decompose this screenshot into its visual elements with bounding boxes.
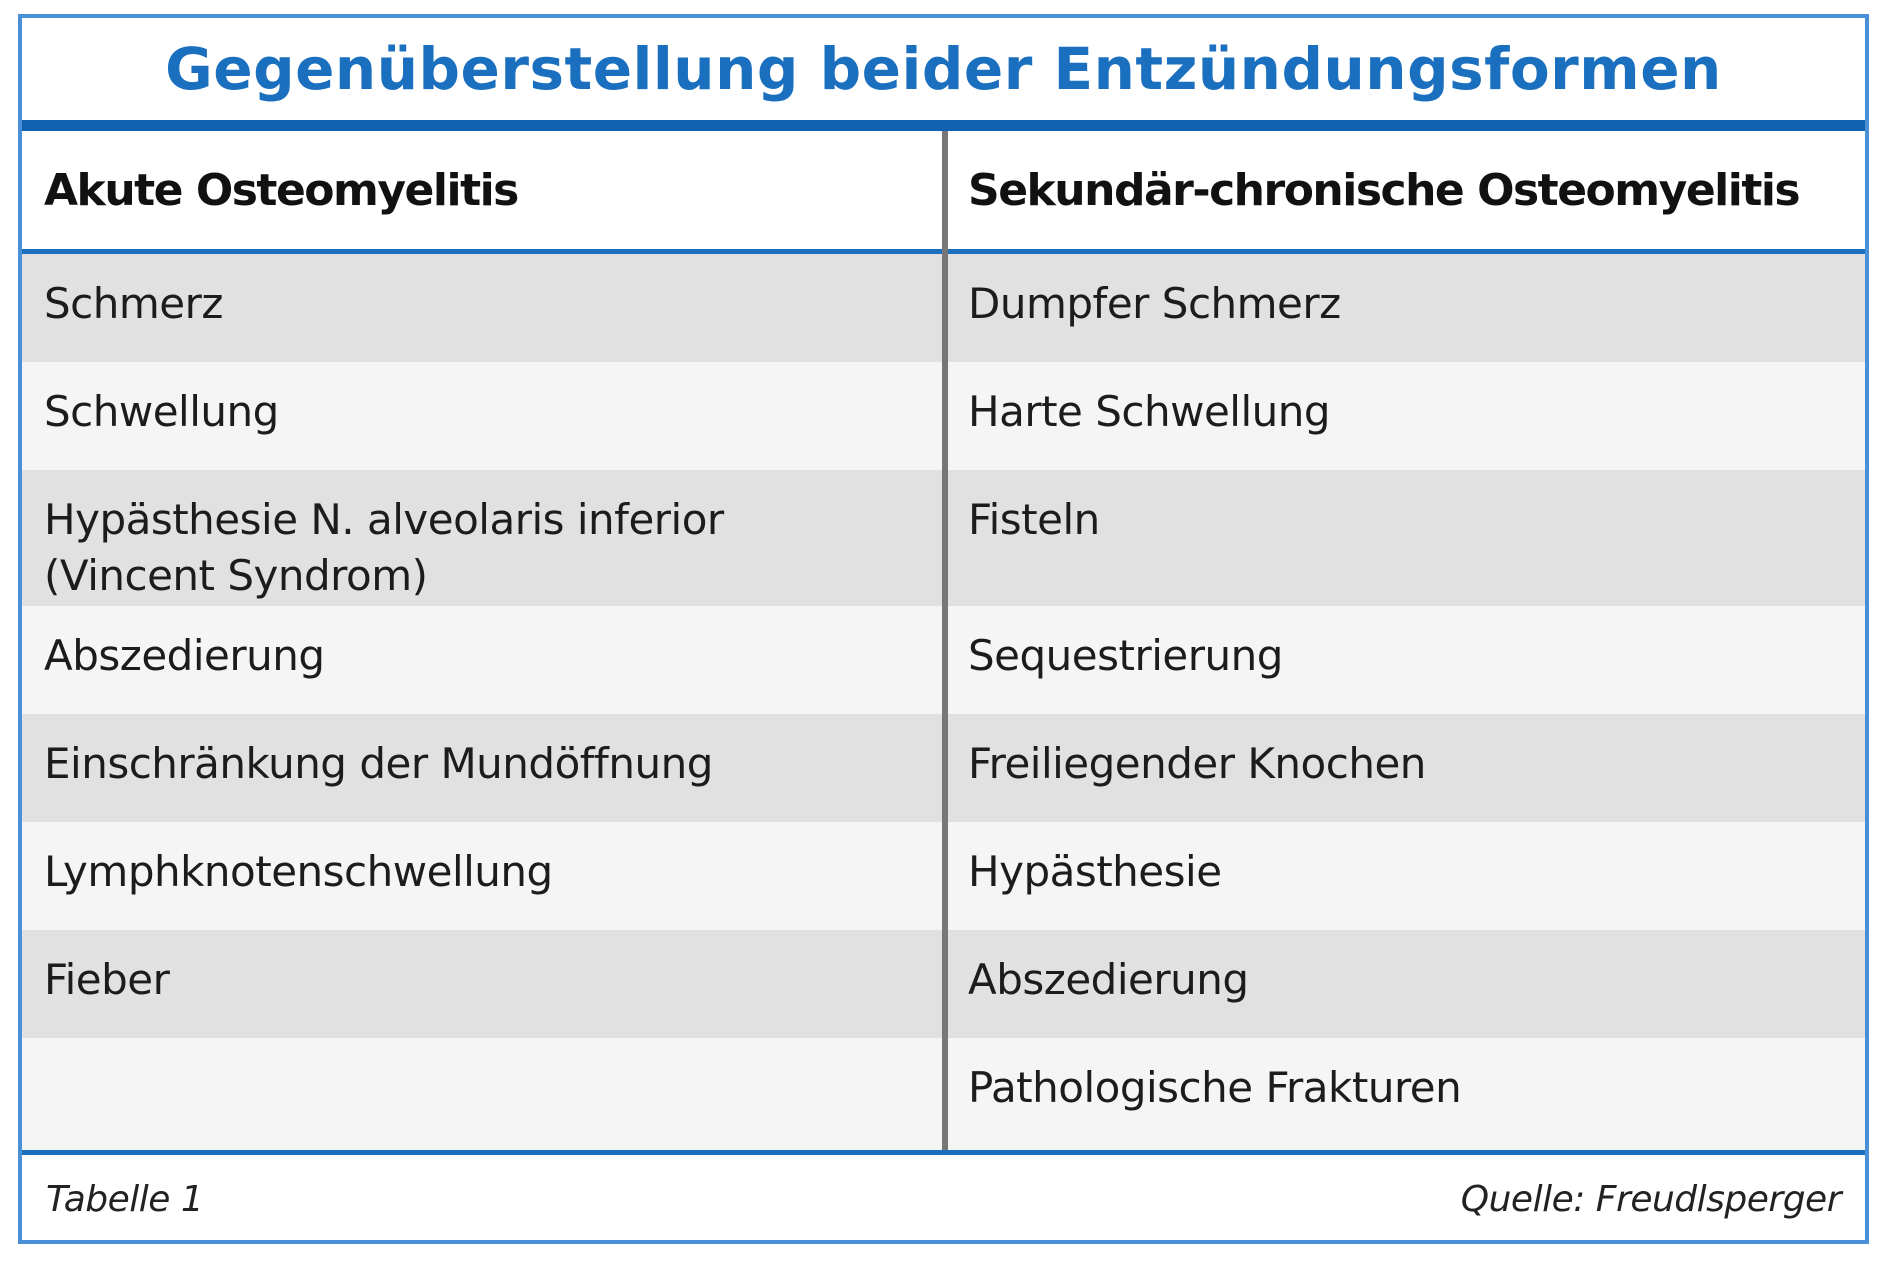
cell-chronic: Fisteln — [968, 495, 1100, 544]
column-header-chronic: Sekundär-chronische Osteomyelitis — [968, 164, 1800, 216]
cell-chronic: Sequestrierung — [968, 631, 1283, 680]
cell-acute — [44, 1038, 924, 1060]
cell-chronic: Hypästhesie — [968, 847, 1222, 896]
table-source: Quelle: Freudlsperger — [1460, 1179, 1841, 1220]
cell-acute: Hypästhesie N. alveolaris inferior (Vincent Syndrom) — [44, 495, 724, 600]
cell-acute: Einschränkung der Mundöffnung — [44, 739, 713, 788]
cell-chronic: Dumpfer Schmerz — [968, 279, 1341, 328]
column-header-acute: Akute Osteomyelitis — [44, 164, 518, 216]
cell-acute: Schmerz — [44, 279, 223, 328]
column-divider — [942, 131, 948, 1150]
cell-chronic: Freiliegender Knochen — [968, 739, 1426, 788]
table-footer — [22, 1155, 1865, 1244]
comparison-table — [18, 14, 1869, 1244]
cell-chronic: Abszedierung — [968, 955, 1249, 1004]
cell-acute: Abszedierung — [44, 631, 325, 680]
cell-acute: Schwellung — [44, 387, 279, 436]
cell-acute: Fieber — [44, 955, 170, 1004]
table-caption: Tabelle 1 — [46, 1179, 204, 1220]
cell-acute: Lymphknotenschwellung — [44, 847, 553, 896]
table-title: Gegenüberstellung beider Entzündungsformen — [165, 35, 1722, 103]
title-divider — [22, 120, 1865, 131]
cell-chronic: Pathologische Frakturen — [968, 1063, 1462, 1112]
cell-chronic: Harte Schwellung — [968, 387, 1331, 436]
title-row — [22, 18, 1865, 120]
